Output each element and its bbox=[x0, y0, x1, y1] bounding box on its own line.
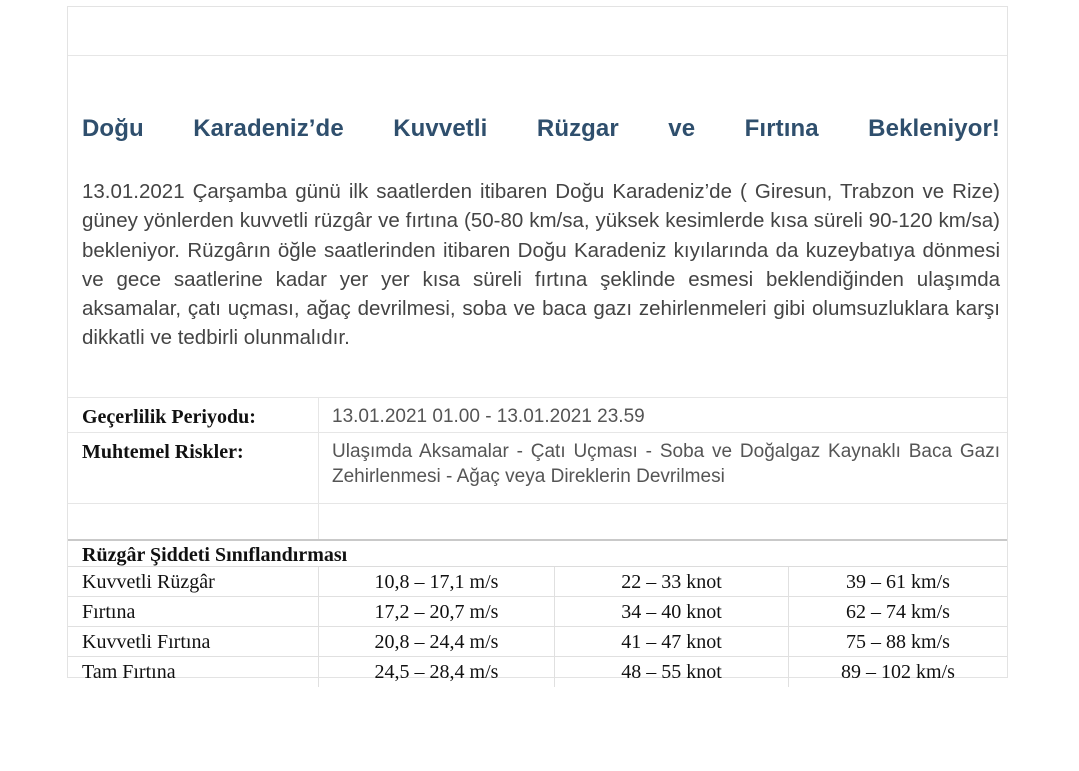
table-row bbox=[68, 627, 1007, 657]
validity-row bbox=[68, 397, 1007, 432]
wind-speed-ms: 17,2 – 20,7 m/s bbox=[319, 597, 555, 627]
info-grid bbox=[68, 397, 1007, 542]
wind-table-title: Rüzgâr Şiddeti Sınıflandırması bbox=[68, 539, 1007, 567]
risks-row bbox=[68, 432, 1007, 503]
wind-speed-knot: 22 – 33 knot bbox=[555, 567, 789, 597]
warning-body: 13.01.2021 Çarşamba günü ilk saatlerden itibaren Doğu Karadeniz’de ( Giresun, Trabzon ve Rize) güney yönlerden kuvvetli rüzgâr ve fırtına (50-80 km/sa, yüksek kesimlerde kısa süreli 90-120 km/sa) bekleniyor. Rüzgârın öğle saatlerinden itibaren Doğu Karadeniz kıyılarında da kuzeybatıya dönmesi ve gece saatlerine kadar yer yer kısa süreli fırtına şeklinde esmesi beklendiğinden ulaşımda aksamalar, çatı uçması, ağaç devrilmesi, soba ve baca gazı zehirlenmeleri gibi olumsuzluklara karşı dikkatli ve tedbirli olunmalıdır. bbox=[82, 180, 1000, 350]
table-row bbox=[68, 657, 1007, 687]
warning-title: Doğu Karadeniz’de Kuvvetli Rüzgar ve Fırtına Bekleniyor! bbox=[82, 115, 1000, 142]
wind-speed-kmh: 75 – 88 km/s bbox=[846, 631, 950, 653]
wind-speed-ms: 24,5 – 28,4 m/s bbox=[319, 657, 555, 687]
header-band bbox=[68, 7, 1007, 56]
wind-class-name: Tam Fırtına bbox=[68, 657, 319, 687]
weather-warning-document bbox=[67, 6, 1008, 683]
wind-speed-ms: 10,8 – 17,1 m/s bbox=[319, 567, 555, 597]
table-row bbox=[68, 597, 1007, 627]
wind-speed-knot: 41 – 47 knot bbox=[555, 627, 789, 657]
empty-row bbox=[68, 503, 1007, 542]
wind-speed-kmh: 39 – 61 km/s bbox=[846, 571, 950, 593]
wind-classification-table bbox=[68, 539, 1007, 687]
wind-speed-knot: 34 – 40 knot bbox=[555, 597, 789, 627]
table-row bbox=[68, 567, 1007, 597]
wind-class-name: Kuvvetli Rüzgâr bbox=[68, 567, 319, 597]
wind-speed-kmh: 89 – 102 km/s bbox=[841, 661, 955, 683]
wind-class-name: Kuvvetli Fırtına bbox=[68, 627, 319, 657]
validity-label: Geçerlilik Periyodu: bbox=[82, 406, 256, 428]
wind-speed-knot: 48 – 55 knot bbox=[555, 657, 789, 687]
wind-class-name: Fırtına bbox=[68, 597, 319, 627]
risks-value: Ulaşımda Aksamalar - Çatı Uçması - Soba ve Doğalgaz Kaynaklı Baca Gazı Zehirlenmesi - Ağaç veya Direklerin Devrilmesi bbox=[332, 441, 1000, 487]
wind-speed-kmh: 62 – 74 km/s bbox=[846, 601, 950, 623]
risks-label: Muhtemel Riskler: bbox=[82, 441, 244, 463]
wind-speed-ms: 20,8 – 24,4 m/s bbox=[319, 627, 555, 657]
validity-value: 13.01.2021 01.00 - 13.01.2021 23.59 bbox=[332, 406, 645, 427]
